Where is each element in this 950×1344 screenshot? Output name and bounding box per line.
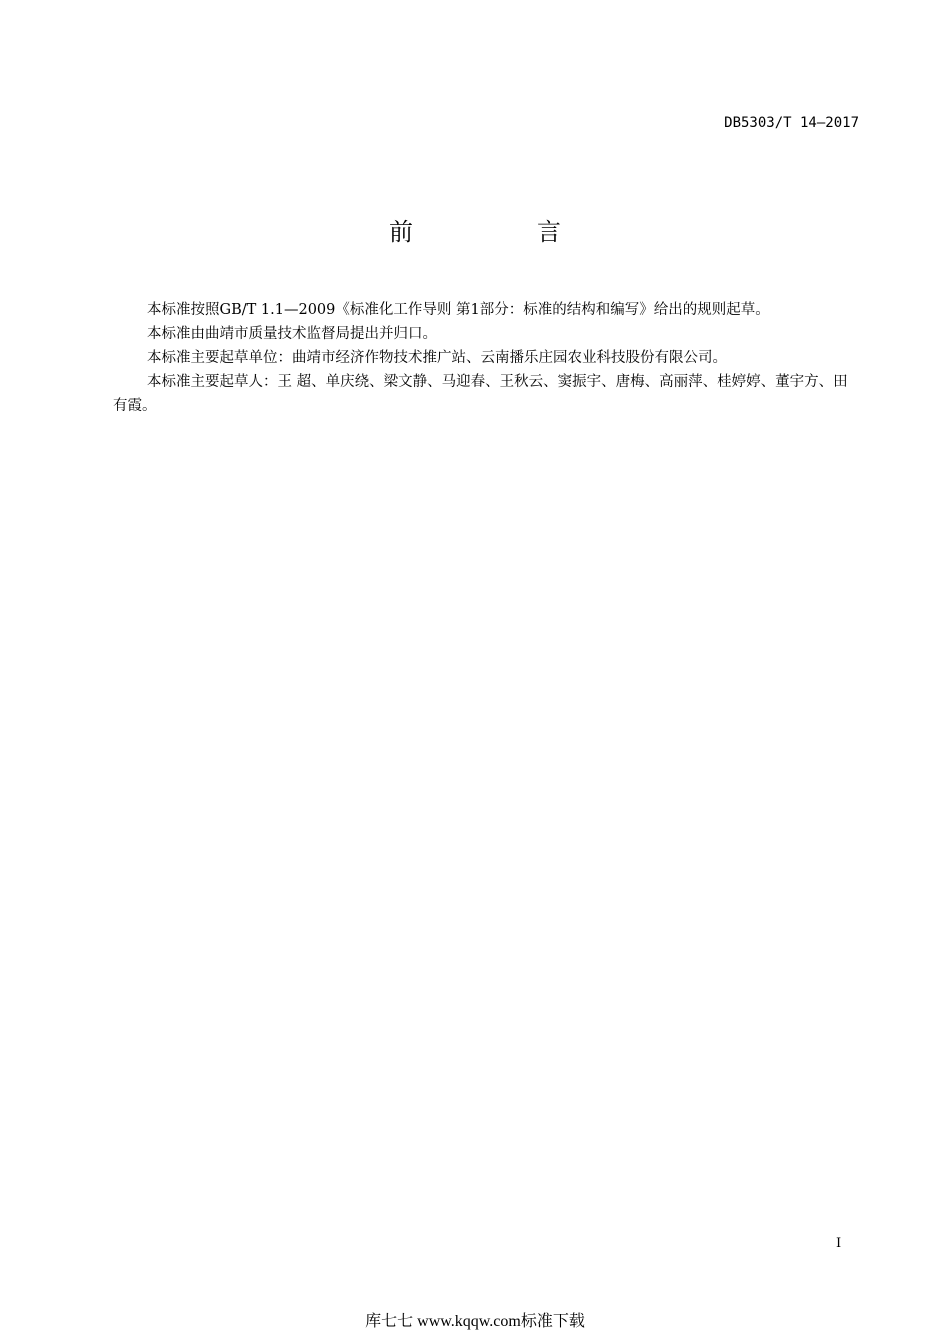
paragraph-proposer: 本标准由曲靖市质量技术监督局提出并归口。 — [147, 326, 437, 342]
footer-watermark: 库七七 www.kqqw.com标准下载 — [365, 1313, 585, 1330]
document-code: DB5303/T 14—2017 — [724, 115, 859, 131]
page-title: 前 言 — [389, 218, 611, 246]
page-number: I — [836, 1236, 842, 1251]
paragraph-drafting-units: 本标准主要起草单位：曲靖市经济作物技术推广站、云南播乐庄园农业科技股份有限公司。 — [147, 350, 727, 366]
paragraph-drafting-rules: 本标准按照GB/T 1.1—2009《标准化工作导则 第1部分：标准的结构和编写》给出的规则起草。 — [147, 302, 770, 318]
paragraph-drafters: 本标准主要起草人：王 超、单庆绕、梁文静、马迎春、王秋云、窦振宇、唐梅、高丽萍、桂婷婷、董宇方、田有霞。 — [113, 374, 848, 414]
foreword-body — [113, 298, 861, 418]
